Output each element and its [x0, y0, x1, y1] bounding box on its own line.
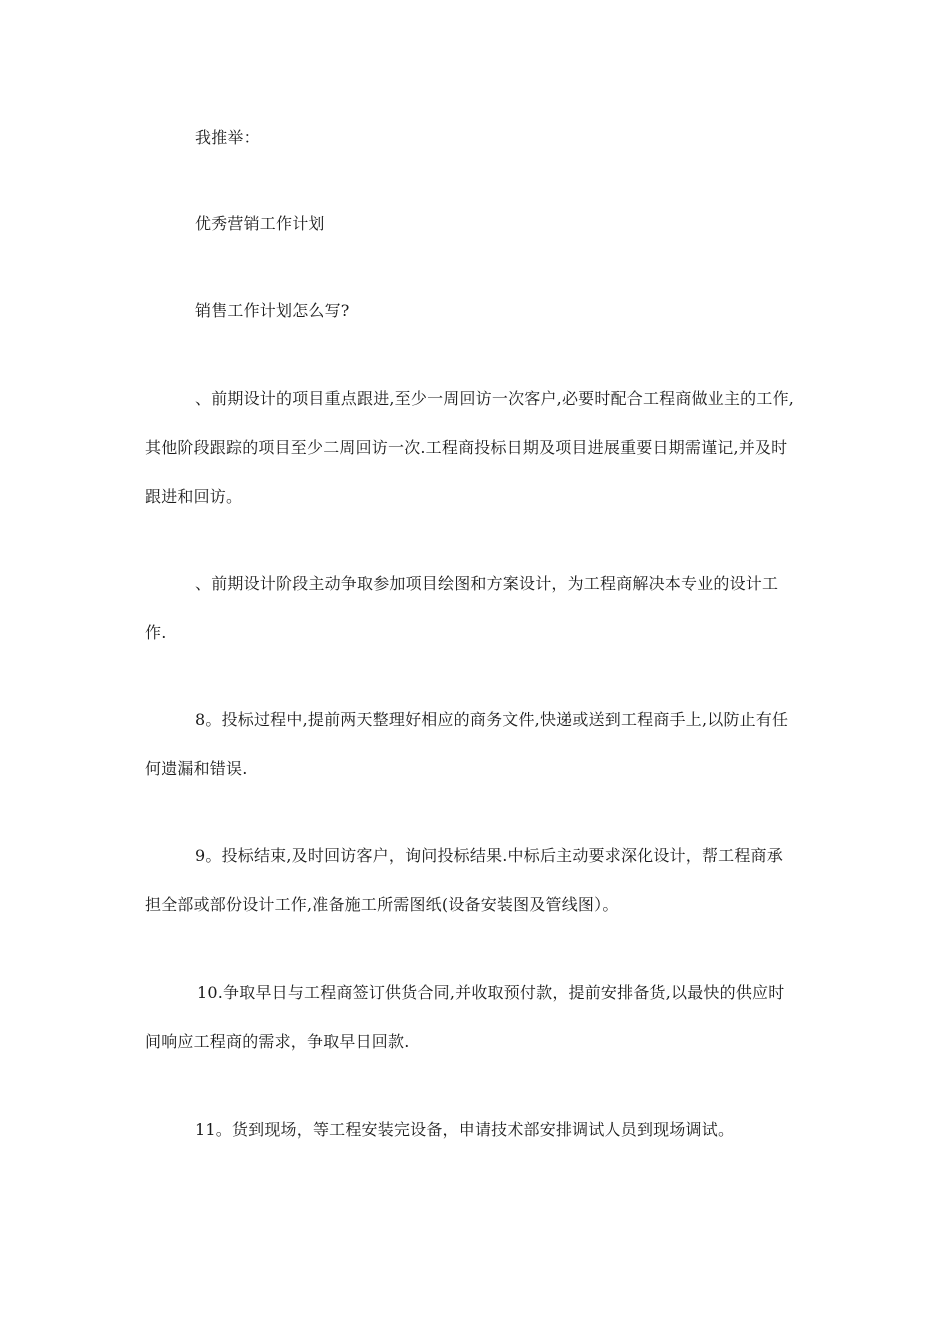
- plan-title: 优秀营销工作计划: [195, 214, 325, 233]
- paragraph-line: 11。货到现场，等工程安装完设备，申请技术部安排调试人员到现场调试。: [195, 1120, 735, 1139]
- paragraph-line: 何遗漏和错误.: [145, 759, 248, 778]
- paragraph-line: 间响应工程商的需求，争取早日回款.: [145, 1032, 410, 1051]
- paragraph-line: 其他阶段跟踪的项目至少二周回访一次.工程商投标日期及项目进展重要日期需谨记,并及时: [145, 438, 788, 457]
- paragraph-line: 9。投标结束,及时回访客户，询问投标结果.中标后主动要求深化设计，帮工程商承: [195, 846, 783, 865]
- paragraph-line: 担全部或部份设计工作,准备施工所需图纸(设备安装图及管线图）。: [145, 895, 619, 914]
- paragraph-line: 8。投标过程中,提前两天整理好相应的商务文件,快递或送到工程商手上,以防止有任: [195, 710, 789, 729]
- recommend-heading: 我推举：: [195, 128, 260, 147]
- paragraph-line: 跟进和回访。: [145, 487, 243, 506]
- paragraph-line: 作.: [145, 623, 167, 642]
- paragraph-line: 10.争取早日与工程商签订供货合同,并收取预付款，提前安排备货,以最快的供应时: [197, 983, 785, 1002]
- paragraph-line: 、前期设计阶段主动争取参加项目绘图和方案设计，为工程商解决本专业的设计工: [195, 574, 779, 593]
- paragraph-line: 、前期设计的项目重点跟进,至少一周回访一次客户,必要时配合工程商做业主的工作,: [195, 389, 795, 408]
- question-heading: 销售工作计划怎么写?: [195, 301, 350, 320]
